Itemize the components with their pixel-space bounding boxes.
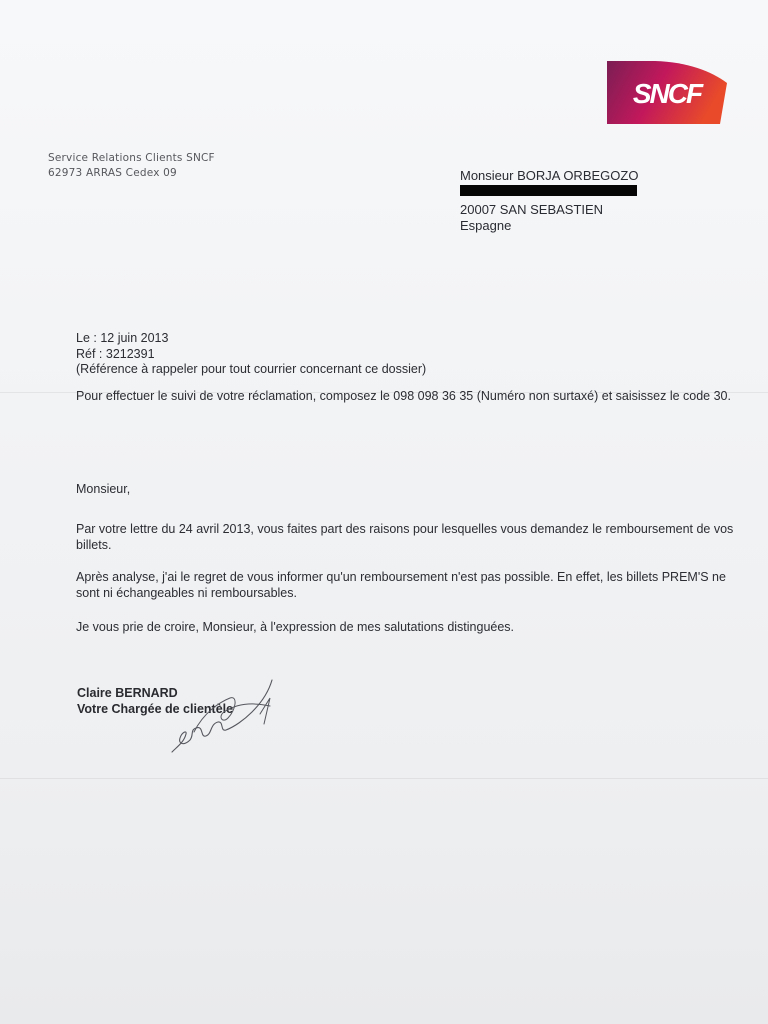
sncf-logo [607,61,727,124]
reference-note: (Référence à rappeler pour tout courrier concernant ce dossier) [76,362,427,376]
sender-city: 62973 ARRAS Cedex 09 [48,167,177,179]
closing-paragraph: Je vous prie de croire, Monsieur, à l'expression de mes salutations distinguées. [76,620,515,634]
recipient-country: Espagne [460,218,512,233]
sender-address [48,151,215,181]
redacted-street-address [460,185,637,196]
recipient-address [460,168,638,234]
reference-block [76,331,426,378]
sender-service: Service Relations Clients SNCF [48,152,215,164]
signatory-name: Claire BERNARD [77,686,178,700]
recipient-name: Monsieur BORJA ORBEGOZO [460,168,639,183]
body-paragraph-2: Après analyse, j'ai le regret de vous informer qu'un remboursement n'est pas possible. En effet, les billets PREM'S ne sont ni échangeables ni remboursables. [76,570,726,600]
salutation: Monsieur, [76,482,131,496]
paper-fold-line [0,778,768,779]
reference-number: Réf : 3212391 [76,346,155,361]
tracking-paragraph: Pour effectuer le suivi de votre réclamation, composez le 098 098 36 35 (Numéro non surtaxé) et saisissez le code 30. [76,389,731,403]
letter-date: Le : 12 juin 2013 [76,331,169,345]
body-paragraph-1: Par votre lettre du 24 avril 2013, vous faites part des raisons pour lesquelles vous demandez le remboursement de vos billets. [76,522,734,552]
signatory-title: Votre Chargée de clientèle [77,702,234,716]
handwritten-signature [160,672,280,762]
sncf-logo-text: SNCF [632,78,702,109]
recipient-city: 20007 SAN SEBASTIEN [460,202,604,217]
